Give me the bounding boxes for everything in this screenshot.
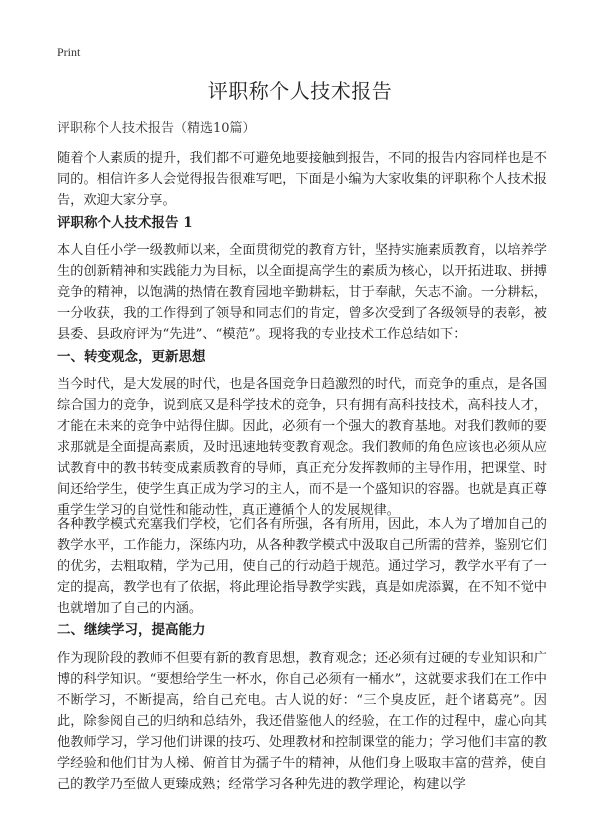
- subheading-continue-learning: 二、继续学习，提高能力: [57, 622, 206, 638]
- section-heading-1: 评职称个人技术报告 1: [57, 215, 193, 231]
- subheading-change-mindset: 一、转变观念，更新思想: [57, 349, 206, 365]
- document-subtitle: 评职称个人技术报告（精选10篇）: [57, 121, 256, 136]
- intro-paragraph: 随着个人素质的提升，我们都不可避免地要接触到报告，不同的报告内容同样也是不同的。相信许多人会觉得报告很难写吧，下面是小编为大家收集的评职称个人技术报告，欢迎大家分享。: [57, 151, 547, 208]
- paragraph-learning-1: 作为现阶段的教师不但要有新的教育思想，教育观念；还必须有过硬的专业知识和广博的科学知识。“要想给学生一杯水，你自己必须有一桶水”，这就要求我们在工作中不断学习，不断提高，给自己充电。古人说的好：“三个臭皮匠，赶个诸葛亮”。因此，除参阅自己的归纳和总结外，我还借鉴他人的经验，在工作的过程中，虚心向其他教师学习，学习他们讲课的技巧、处理教材和控制课堂的能力；学习他们丰富的教学经验和他们甘为人梯、俯首甘为孺子牛的精神，从他们身上吸取丰富的营养，使自己的教学乃至做人更臻成熟；经常学习各种先进的教学理论，构建以学: [57, 651, 547, 792]
- paragraph-mindset-2: 各种教学模式充塞我们学校，它们各有所强，各有所用，因此，本人为了增加自己的教学水平，工作能力，深练内功，从各种教学模式中汲取自己所需的营养，鉴别它们的优劣，去粗取精，学为己用，使自己的行动趋于规范。通过学习，教学水平有了一定的提高，教学也有了依据，将此理论指导教学实践，真是如虎添翼，在不知不觉中也就增加了自己的内涵。: [57, 517, 547, 616]
- section1-paragraph: 本人自任小学一级教师以来，全面贯彻党的教育方针，坚持实施素质教育，以培养学生的创新精神和实践能力为目标，以全面提高学生的素质为核心，以开拓进取、拼搏竞争的精神，以饱满的热情在教育园地辛勤耕耘，甘于奉献，矢志不渝。一分耕耘，一分收获，我的工作得到了领导和同志们的肯定，曾多次受到了各级领导的表彰，被县委、县政府评为“先进”、“模范”。现将我的专业技术工作总结如下：: [57, 243, 547, 342]
- paragraph-mindset-1: 当今时代，是大发展的时代，也是各国竞争日趋激烈的时代，而竞争的重点，是各国综合国力的竞争，说到底又是科学技术的竞争，只有拥有高科技技术，高科技人才，才能在未来的竞争中站得住脚。因此，必须有一个强大的教育基地。对我们教师的要求那就是全面提高素质，及时迅速地转变教育观念。我们教师的角色应该也必须从应试教育中的教书转变成素质教育的导师，真正充分发挥教师的主导作用，把课堂、时间还给学生，使学生真正成为学习的主人，而不是一个盛知识的容器。也就是真正尊重学生学习的自觉性和能动性，真正遵循个人的发展规律。: [57, 377, 547, 518]
- page-title: 评职称个人技术报告: [207, 79, 393, 103]
- print-link[interactable]: Print: [57, 45, 81, 59]
